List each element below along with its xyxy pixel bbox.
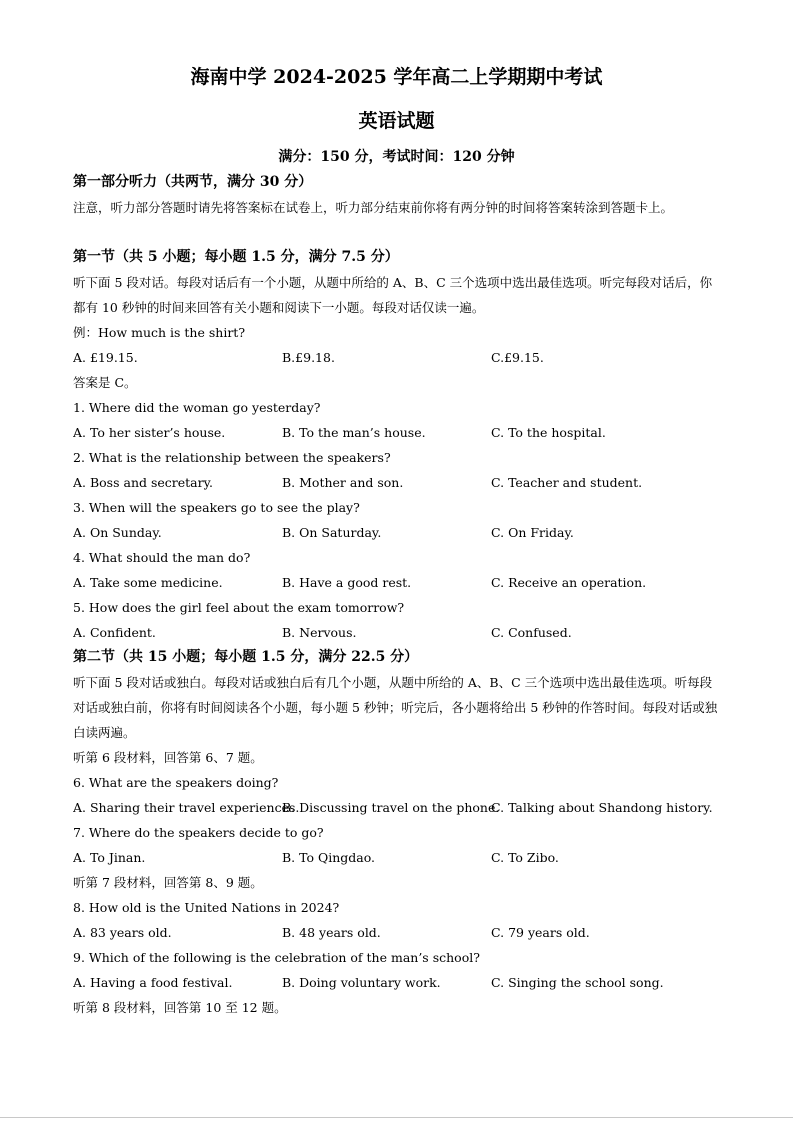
option-c: C. Singing the school song. xyxy=(491,975,664,990)
question-3: 3. When will the speakers go to see the play? xyxy=(73,500,360,515)
question-6: 6. What are the speakers doing? xyxy=(73,775,279,790)
part1-heading: 第一部分听力（共两节，满分 30 分） xyxy=(73,174,313,190)
option-c: C. To Zibo. xyxy=(491,850,559,865)
example-question: 例：How much is the shirt? xyxy=(73,325,246,340)
question-2: 2. What is the relationship between the speakers? xyxy=(73,450,391,465)
question-2-options xyxy=(73,470,723,495)
option-c: C. 79 years old. xyxy=(491,925,590,940)
option-a: A. £19.15. xyxy=(73,350,138,365)
option-c: C. Teacher and student. xyxy=(491,475,643,490)
score-time: 满分：150 分，考试时间：120 分钟 xyxy=(278,149,515,165)
option-b: B. Have a good rest. xyxy=(282,575,412,590)
option-c: C.£9.15. xyxy=(491,350,544,365)
question-4-options xyxy=(73,570,723,595)
question-9-options xyxy=(73,970,723,995)
option-b: B. To Qingdao. xyxy=(282,850,376,865)
option-b: B. 48 years old. xyxy=(282,925,381,940)
option-a: A. Confident. xyxy=(73,625,156,640)
section1-instructions: 听下面 5 段对话。每段对话后有一个小题，从题中所给的 A、B、C 三个选项中选出最佳选项。听完每段对话后，你都有 10 秒钟的时间来回答有关小题和阅读下一小题。每段对话仅读一遍。 xyxy=(73,275,713,315)
question-5-options xyxy=(73,620,723,645)
option-c: C. On Friday. xyxy=(491,525,574,540)
option-a: A. On Sunday. xyxy=(73,525,162,540)
option-b: B. Discussing travel on the phone. xyxy=(282,800,500,815)
option-b: B. Mother and son. xyxy=(282,475,404,490)
option-c: C. Receive an operation. xyxy=(491,575,647,590)
example-options xyxy=(73,345,723,370)
example-answer: 答案是 C。 xyxy=(73,375,137,390)
option-b: B.£9.18. xyxy=(282,350,335,365)
option-b: B. On Saturday. xyxy=(282,525,382,540)
question-1: 1. Where did the woman go yesterday? xyxy=(73,400,321,415)
exam-title: 海南中学 2024-2025 学年高二上学期期中考试 xyxy=(190,66,603,88)
option-a: A. Boss and secretary. xyxy=(73,475,213,490)
option-c: C. To the hospital. xyxy=(491,425,606,440)
question-3-options xyxy=(73,520,723,545)
question-7-options xyxy=(73,845,723,870)
question-4: 4. What should the man do? xyxy=(73,550,251,565)
question-1-options xyxy=(73,420,723,445)
section2-instructions: 听下面 5 段对话或独白。每段对话或独白后有几个小题，从题中所给的 A、B、C 三个选项中选出最佳选项。听每段对话或独白前，你将有时间阅读各个小题，每小题 5 秒钟；听完后，各小题将给出 5 秒钟的作答时间。每段对话或独白读两遍。 xyxy=(73,675,718,740)
question-8-options xyxy=(73,920,723,945)
option-b: B. Nervous. xyxy=(282,625,357,640)
question-5: 5. How does the girl feel about the exam tomorrow? xyxy=(73,600,405,615)
option-a: A. To her sister’s house. xyxy=(73,425,226,440)
question-6-options xyxy=(73,795,723,820)
option-c: C. Confused. xyxy=(491,625,572,640)
material-6-note: 听第 6 段材料，回答第 6、7 题。 xyxy=(73,750,263,765)
material-7-note: 听第 7 段材料，回答第 8、9 题。 xyxy=(73,875,263,890)
part1-note: 注意，听力部分答题时请先将答案标在试卷上，听力部分结束前你将有两分钟的时间将答案转涂到答题卡上。 xyxy=(73,200,674,215)
material-8-note: 听第 8 段材料，回答第 10 至 12 题。 xyxy=(73,1000,287,1015)
option-a: A. Having a food festival. xyxy=(73,975,233,990)
question-8: 8. How old is the United Nations in 2024? xyxy=(73,900,340,915)
section1-heading: 第一节（共 5 小题；每小题 1.5 分，满分 7.5 分） xyxy=(73,249,399,265)
option-c: C. Talking about Shandong history. xyxy=(491,800,713,815)
option-b: B. Doing voluntary work. xyxy=(282,975,441,990)
option-a: A. To Jinan. xyxy=(73,850,146,865)
exam-content xyxy=(73,170,723,1020)
option-a: A. Sharing their travel experiences. xyxy=(73,800,300,815)
option-a: A. 83 years old. xyxy=(73,925,172,940)
option-a: A. Take some medicine. xyxy=(73,575,223,590)
page-bottom-rule xyxy=(0,1117,793,1118)
section2-heading: 第二节（共 15 小题；每小题 1.5 分，满分 22.5 分） xyxy=(73,649,419,665)
exam-subtitle: 英语试题 xyxy=(358,110,435,132)
question-9: 9. Which of the following is the celebration of the man’s school? xyxy=(73,950,480,965)
option-b: B. To the man’s house. xyxy=(282,425,426,440)
question-7: 7. Where do the speakers decide to go? xyxy=(73,825,324,840)
